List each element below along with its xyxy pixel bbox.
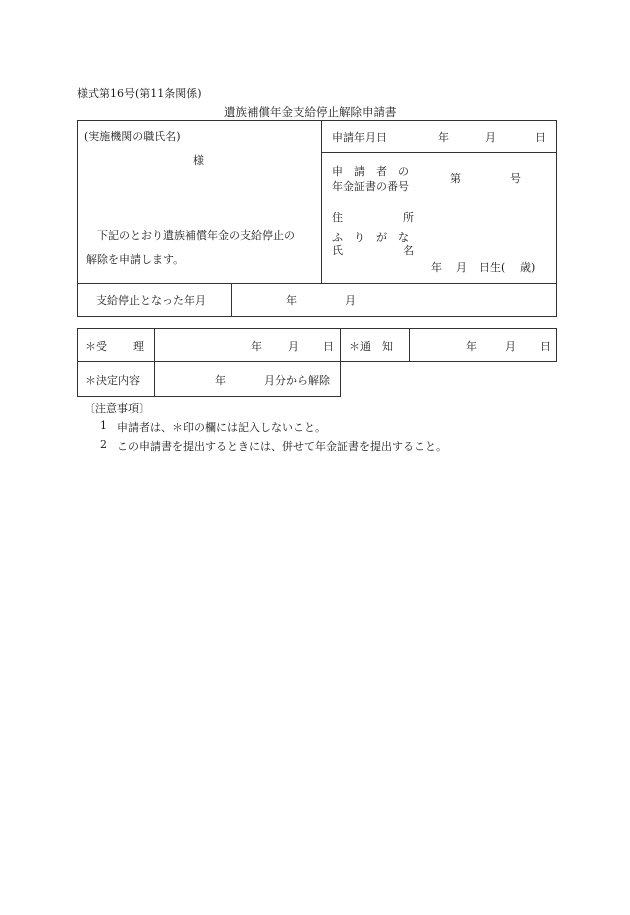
notice-month: 月 [505,340,516,353]
office-label-divider [154,328,155,396]
certificate-label-line1: 申 請 者 の [332,165,409,178]
certificate-label-line2: 年金証書の番号 [332,180,409,193]
receipt-label-a: ＊受 [85,340,107,353]
certificate-dai: 第 [450,172,461,185]
suspension-label: 支給停止となった年月 [96,294,206,307]
page-title: 遺族補償年金支給停止解除申請書 [224,105,397,119]
note-1-text: 申請者は、＊印の欄には記入しないこと。 [117,421,326,434]
notice-label: ＊通 知 [349,340,393,353]
decision-label: ＊決定内容 [85,374,140,387]
receipt-year: 年 [251,340,262,353]
name-label-b: 名 [403,244,414,257]
date-row-divider [321,152,557,153]
request-text-line2: 解除を申請します。 [86,253,185,266]
receipt-day: 日 [323,340,334,353]
office-bottom-line [77,396,341,397]
application-month: 月 [485,131,496,144]
office-middle-divider [340,328,341,396]
address-label-b: 所 [403,211,414,224]
notice-day: 日 [540,340,551,353]
suspension-year: 年 [286,294,297,307]
main-form-table [77,120,557,317]
name-label-a: 氏 [332,244,343,257]
notice-label-divider [409,328,410,362]
birth-day: 日生( [479,261,506,274]
note-1-number: 1 [100,419,107,432]
official-title-label: (実施機関の職氏名) [84,130,181,143]
suspension-divider [231,283,232,317]
note-2-text: この申請書を提出するときには、併せて年金証書を提出すること。 [117,440,447,453]
suspension-month: 月 [345,294,356,307]
application-year: 年 [438,131,449,144]
application-day: 日 [535,131,546,144]
receipt-label-b: 理 [133,340,144,353]
furigana-label: ふ り が な [332,231,409,244]
note-2-number: 2 [100,438,107,451]
birth-year: 年 [431,261,442,274]
office-row-1 [77,328,557,362]
sama-label: 様 [193,154,204,167]
decision-year: 年 [215,374,226,387]
notes-heading: 〔注意事項〕 [84,402,150,415]
form-number: 様式第16号(第11条関係) [77,87,202,100]
office-left-line [77,362,78,396]
notice-year: 年 [466,340,477,353]
main-divider [321,120,322,283]
suspension-row-divider [77,283,557,284]
birth-month: 月 [456,261,467,274]
request-text-line1: 下記のとおり遺族補償年金の支給停止の [97,229,295,242]
certificate-gou: 号 [510,172,521,185]
address-label-a: 住 [332,211,343,224]
age-label: 歳) [520,261,536,274]
receipt-month: 月 [288,340,299,353]
application-date-label: 申請年月日 [332,131,387,144]
decision-rest: 月分から解除 [264,374,330,387]
